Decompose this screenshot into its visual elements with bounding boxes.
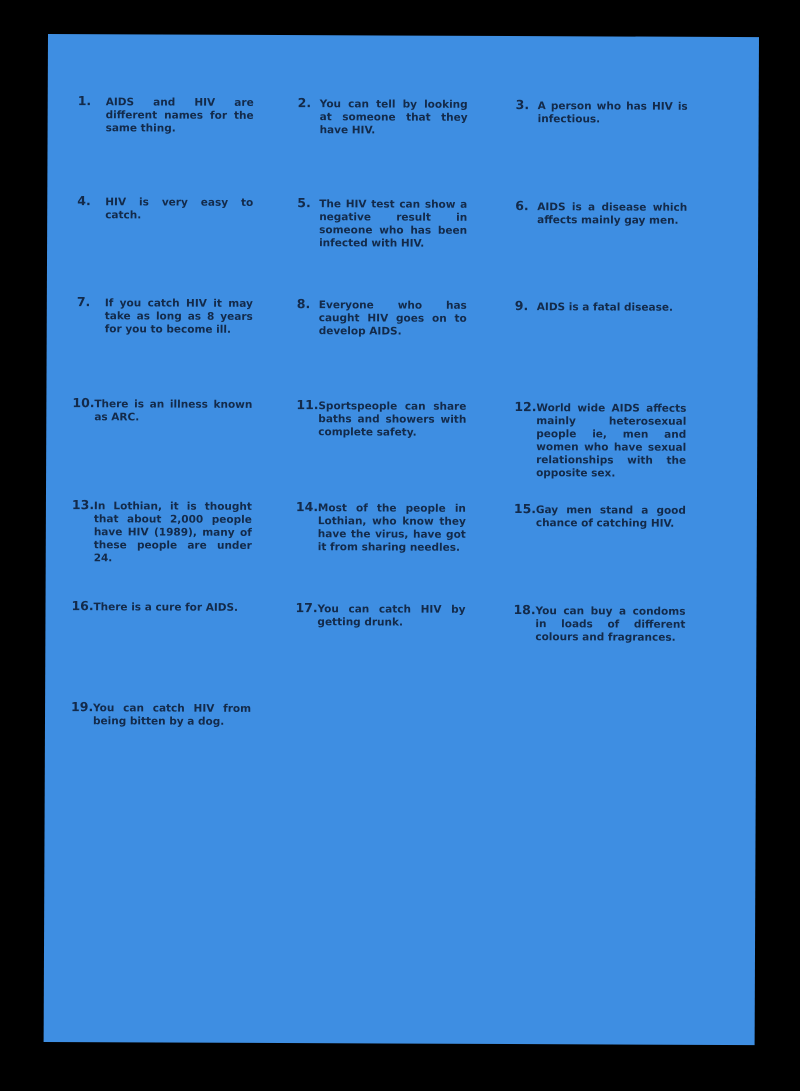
statement-text: AIDS and HIV are different names for the same thing. (105, 96, 254, 135)
statement-text: World wide AIDS affects mainly heterosexual people ie, men and women who have sexual relationships with the opposite sex. (536, 402, 687, 480)
statement-text: A person who has HIV is infectious. (537, 100, 688, 126)
statement-7 (76, 294, 253, 337)
statement-number: 16. (71, 598, 94, 614)
statement-number: 4. (77, 193, 91, 209)
statement-text: You can tell by looking at someone that they have HIV. (319, 98, 468, 137)
statement-1 (77, 93, 254, 136)
statement-4 (77, 193, 254, 223)
statement-number: 9. (514, 298, 529, 314)
statement-text: Most of the people in Lothian, who know they have the virus, have got it from sharing needles. (317, 502, 466, 554)
statement-number: 11. (296, 397, 319, 413)
statement-9 (514, 298, 687, 315)
statement-text: AIDS is a fatal disease. (536, 301, 674, 314)
statement-14 (295, 499, 466, 555)
statement-text: There is a cure for AIDS. (93, 601, 239, 614)
statement-text: The HIV test can show a negative result in someone who has been infected with HIV. (319, 198, 468, 250)
statement-text: HIV is very easy to catch. (105, 196, 254, 222)
statement-number: 15. (513, 501, 537, 517)
statement-number: 6. (515, 198, 529, 214)
statement-18 (513, 602, 686, 645)
statement-10 (72, 395, 253, 425)
statement-text: You can catch HIV by getting drunk. (317, 603, 466, 629)
statement-text: You can buy a condoms in loads of different colours and fragrances. (535, 605, 686, 644)
statement-number: 5. (297, 195, 311, 211)
statement-13 (71, 497, 252, 566)
statement-number: 12. (514, 399, 537, 415)
statement-number: 17. (295, 600, 318, 616)
statement-15 (513, 501, 686, 531)
statement-12 (514, 399, 687, 481)
statement-3 (515, 97, 688, 127)
statement-number: 19. (71, 699, 94, 715)
statement-text: In Lothian, it is thought that about 2,000 people have HIV (1989), many of these people are under 24. (93, 500, 252, 565)
statement-text: Everyone who has caught HIV goes on to develop AIDS. (318, 299, 467, 338)
statement-11 (296, 397, 467, 440)
statement-16 (71, 598, 251, 615)
statement-text: There is an illness known as ARC. (94, 398, 253, 424)
statement-19 (71, 699, 252, 729)
statement-number: 18. (513, 602, 536, 618)
quiz-sheet (44, 34, 759, 1045)
statement-number: 13. (71, 497, 95, 513)
statement-text: Gay men stand a good chance of catching HIV. (535, 504, 686, 530)
statement-6 (515, 198, 688, 228)
statement-number: 8. (296, 296, 311, 312)
statement-number: 1. (77, 93, 92, 109)
statement-number: 3. (515, 97, 530, 113)
statement-2 (297, 95, 468, 138)
statement-number: 2. (297, 95, 312, 111)
statement-8 (296, 296, 467, 339)
statement-number: 7. (76, 294, 91, 310)
statement-17 (295, 600, 466, 630)
statement-text: You can catch HIV from being bitten by a dog. (92, 702, 252, 728)
statement-number: 10. (72, 395, 95, 411)
statement-text: Sportspeople can share baths and showers with complete safety. (318, 400, 467, 439)
statement-number: 14. (295, 499, 319, 515)
statement-text: If you catch HIV it may take as long as 8 years for you to become ill. (104, 297, 253, 336)
statement-text: AIDS is a disease which affects mainly gay men. (537, 201, 688, 227)
statement-5 (297, 195, 468, 251)
